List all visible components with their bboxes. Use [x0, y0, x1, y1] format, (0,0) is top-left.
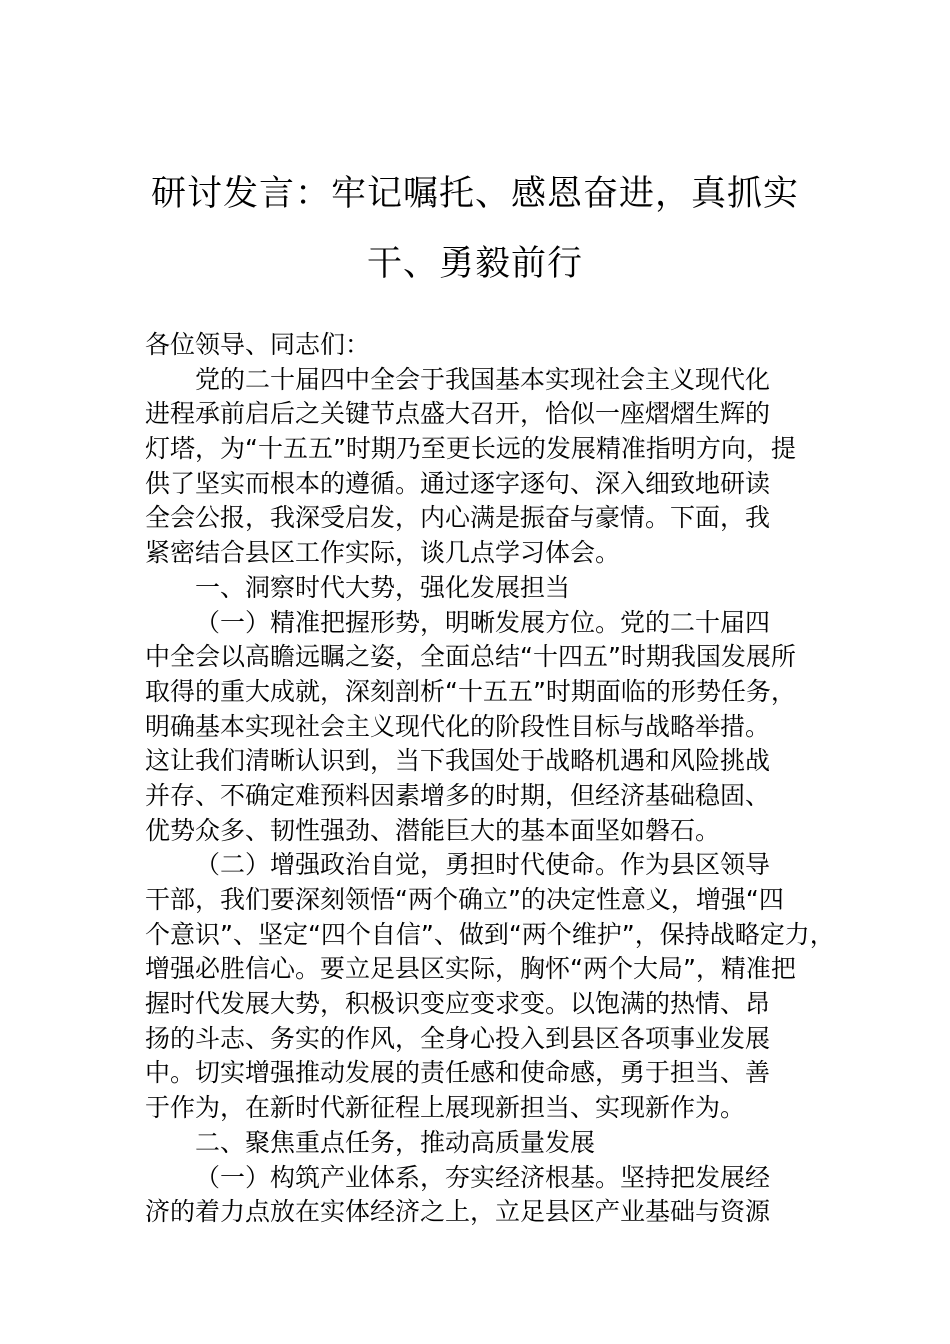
paragraph-line: 供了坚实而根本的遵循。通过逐字逐句、深入细致地研读: [145, 468, 771, 498]
paragraph-line: 干部，我们要深刻领悟“两个确立”的决定性意义，增强“四: [145, 885, 784, 914]
paragraph-line: 增强必胜信心。要立足县区实际，胸怀“两个大局”，精准把: [145, 954, 796, 984]
paragraph-line: 中全会以高瞻远瞩之姿，全面总结“十四五”时期我国发展所: [145, 642, 796, 672]
paragraph-line: 全会公报，我深受启发，内心满是振奋与豪情。下面，我: [145, 503, 771, 533]
paragraph-line: 于作为，在新时代新征程上展现新担当、实现新作为。: [145, 1093, 746, 1123]
section-heading: 二、聚焦重点任务，推动高质量发展: [195, 1127, 596, 1157]
paragraph-line: 并存、不确定难预料因素增多的时期，但经济基础稳固、: [145, 780, 771, 810]
paragraph-line: 进程承前启后之关键节点盛大召开，恰似一座熠熠生辉的: [145, 399, 771, 429]
paragraph-line: 优势众多、韧性强劲、潜能巨大的基本面坚如磐石。: [145, 815, 721, 845]
document-body: [145, 328, 835, 1230]
document-title-line-2: 干、勇毅前行: [366, 244, 583, 284]
salutation: 各位领导、同志们：: [145, 330, 371, 359]
paragraph-line: 取得的重大成就，深刻剖析“十五五”时期面临的形势任务，: [145, 676, 796, 706]
paragraph-line: 握时代发展大势，积极识变应变求变。以饱满的热情、昂: [145, 989, 771, 1019]
paragraph-line: 个意识”、坚定“四个自信”、做到“两个维护”，保持战略定力，: [145, 919, 835, 949]
document-title-line-1: 研讨发言：牢记嘱托、感恩奋进，真抓实: [150, 174, 799, 214]
paragraph-line: （一）构筑产业体系，夯实经济根基。坚持把发展经: [195, 1162, 771, 1192]
paragraph-line: （二）增强政治自觉，勇担时代使命。作为县区领导: [195, 850, 771, 880]
paragraph-line: 灯塔，为“十五五”时期乃至更长远的发展精准指明方向，提: [145, 434, 796, 464]
paragraph-line: 明确基本实现社会主义现代化的阶段性目标与战略举措。: [145, 711, 771, 741]
paragraph-line: 中。切实增强推动发展的责任感和使命感，勇于担当、善: [145, 1058, 771, 1088]
paragraph-line: （一）精准把握形势，明晰发展方位。党的二十届四: [195, 607, 771, 637]
section-heading: 一、洞察时代大势，强化发展担当: [195, 572, 571, 602]
paragraph-line: 紧密结合县区工作实际，谈几点学习体会。: [145, 538, 621, 568]
paragraph-line: 党的二十届四中全会于我国基本实现社会主义现代化: [195, 364, 771, 394]
paragraph-line: 济的着力点放在实体经济之上，立足县区产业基础与资源: [145, 1197, 771, 1227]
paragraph-line: 这让我们清晰认识到，当下我国处于战略机遇和风险挑战: [145, 746, 771, 776]
paragraph-line: 扬的斗志、务实的作风，全身心投入到县区各项事业发展: [145, 1023, 771, 1053]
